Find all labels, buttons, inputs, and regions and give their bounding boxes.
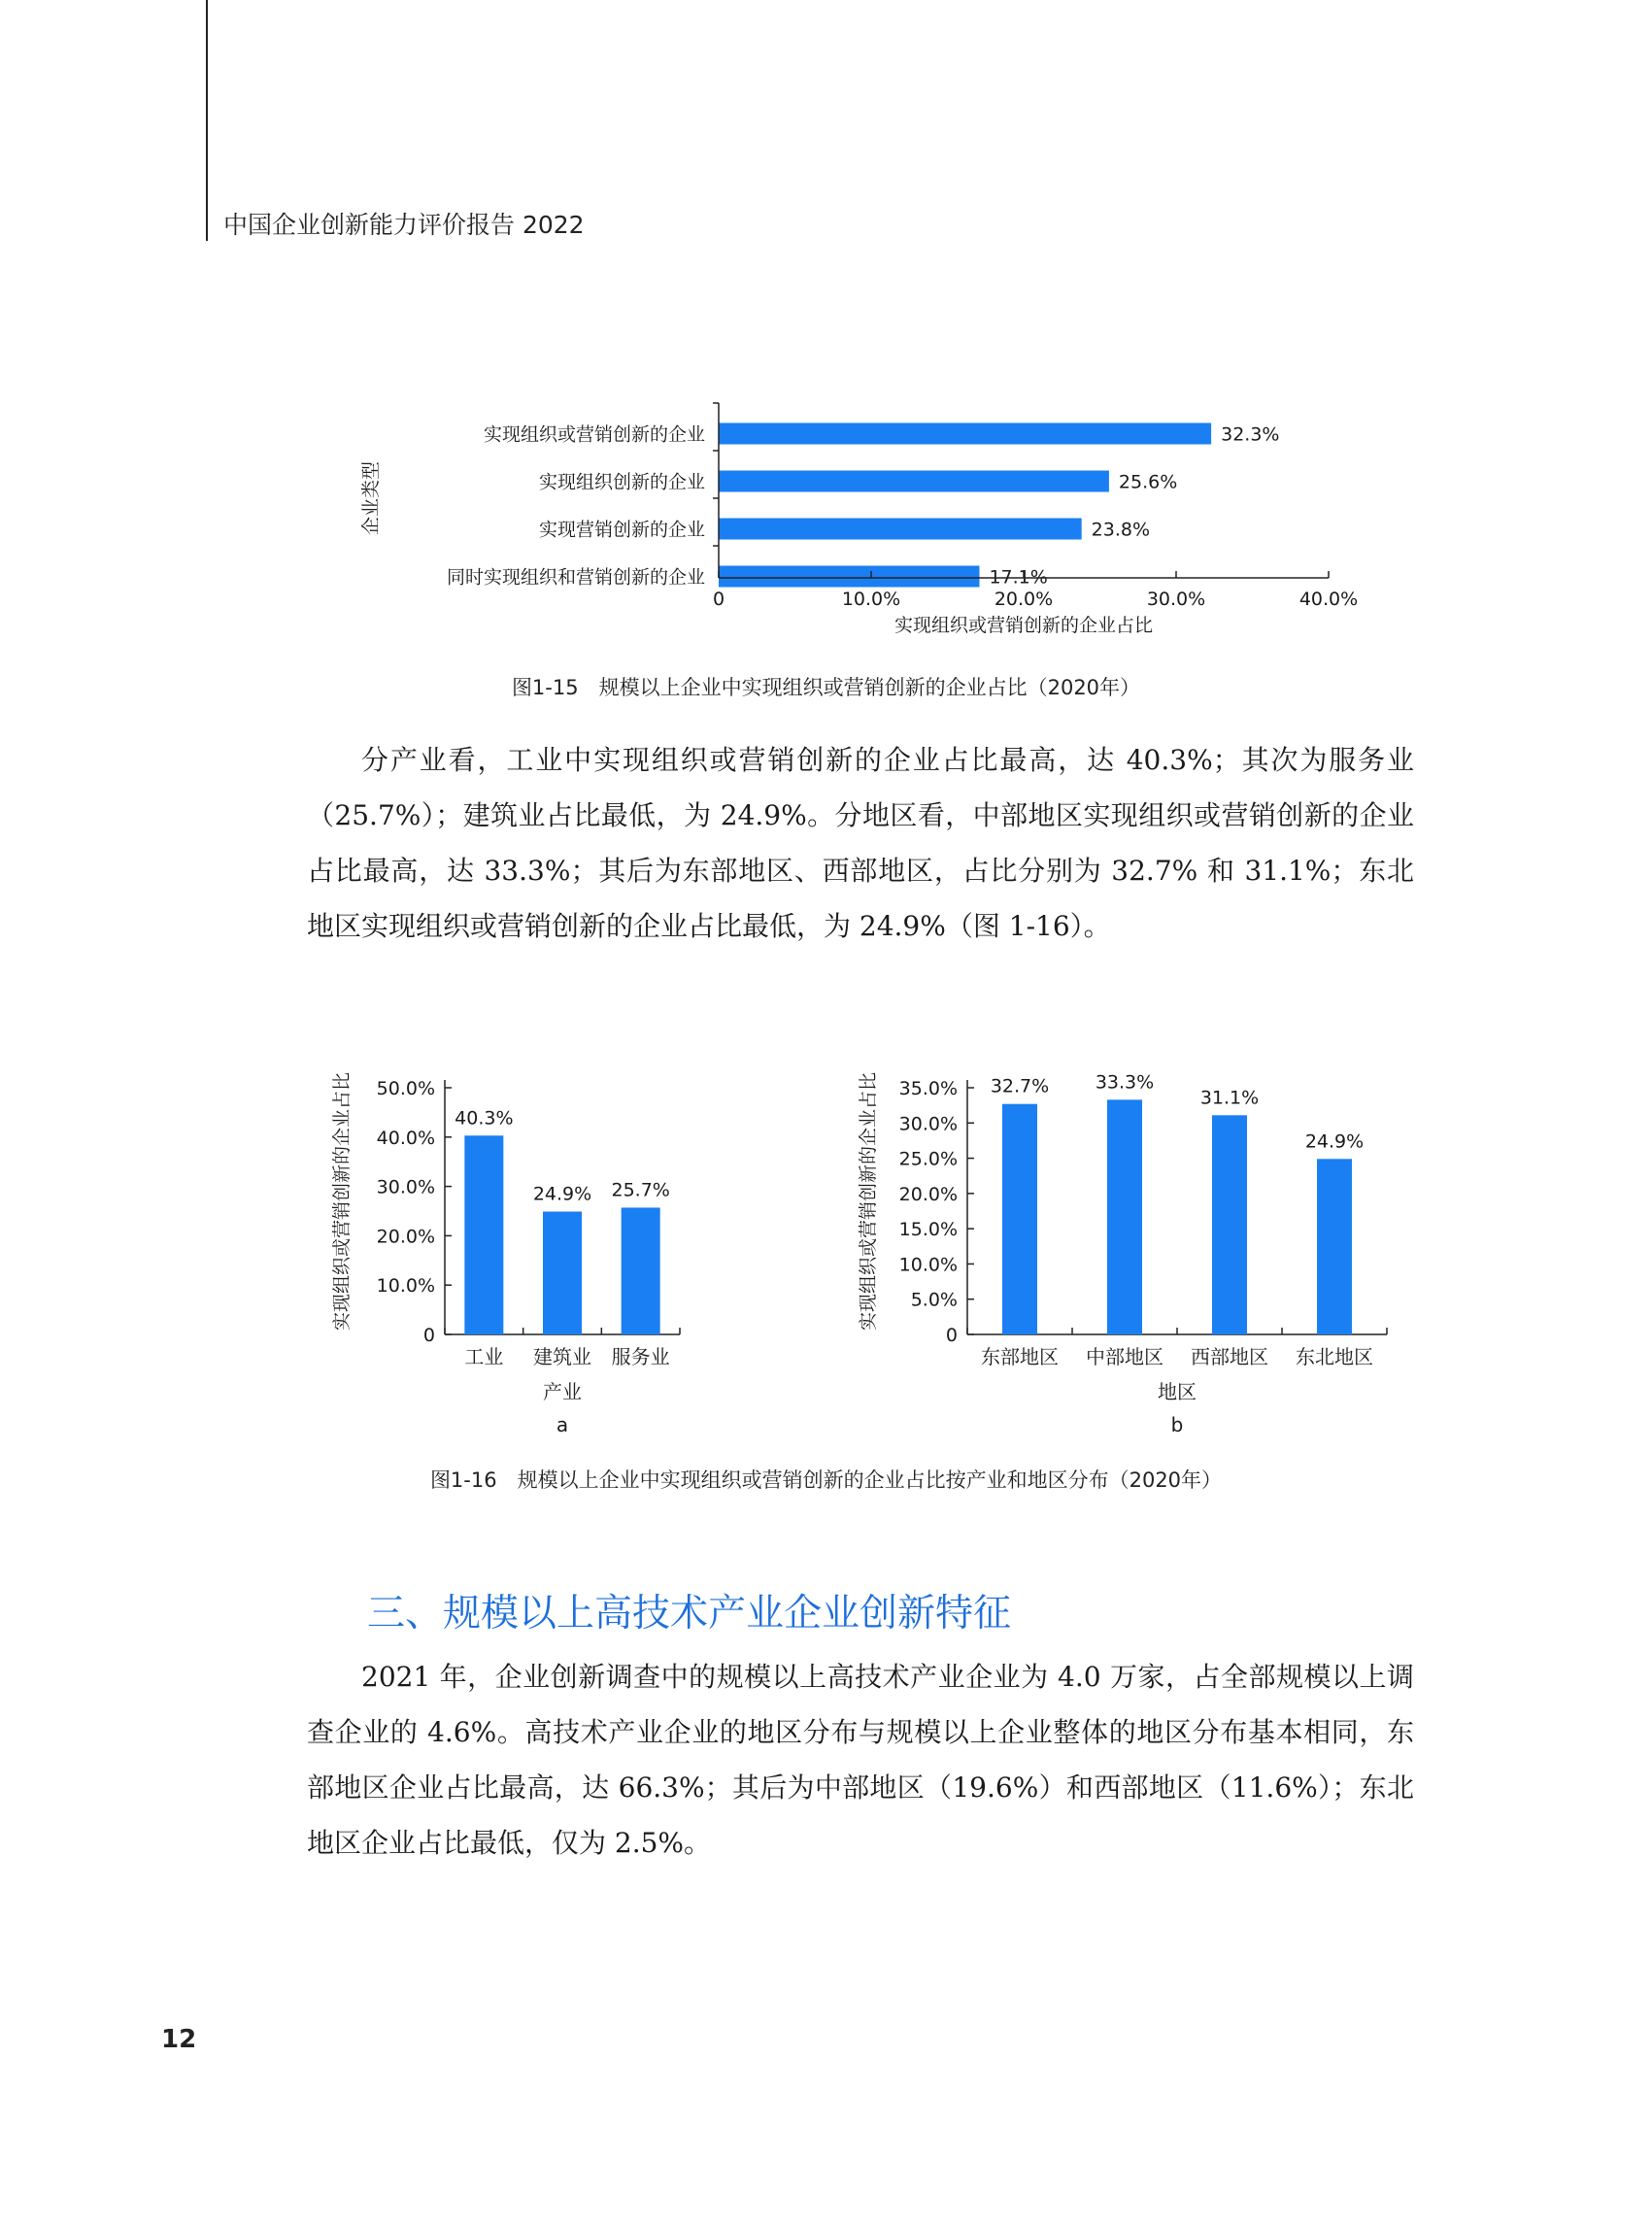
panel-b-category-label-3: 东北地区 bbox=[1296, 1345, 1373, 1368]
category-label-2: 实现营销创新的企业 bbox=[538, 519, 705, 541]
panel-a-x-axis-label: 产业 bbox=[543, 1380, 582, 1403]
panel-a-category-label-1: 建筑业 bbox=[533, 1345, 591, 1368]
panel-b-panel-label: b bbox=[1170, 1413, 1184, 1436]
panel-a-y-tick-label-4: 40.0% bbox=[376, 1127, 435, 1149]
panel-a-bar-0 bbox=[464, 1135, 503, 1334]
panel-a-y-tick-label-0: 0 bbox=[422, 1325, 435, 1346]
panel-a-value-label-0: 40.3% bbox=[455, 1107, 514, 1130]
panel-b-y-tick-label-5: 25.0% bbox=[898, 1148, 958, 1170]
panel-a-y-tick-label-5: 50.0% bbox=[376, 1078, 435, 1099]
panel-b-x-axis-label: 地区 bbox=[1158, 1380, 1197, 1403]
panel-a-y-tick-label-1: 10.0% bbox=[376, 1275, 435, 1298]
x-tick-label-0: 0 bbox=[712, 589, 725, 610]
value-label-2: 23.8% bbox=[1091, 519, 1151, 541]
panel-a-panel-label: a bbox=[556, 1413, 569, 1436]
panel-b-bar-3 bbox=[1317, 1159, 1352, 1334]
panel-a-value-label-2: 25.7% bbox=[611, 1179, 670, 1201]
bar-2 bbox=[719, 519, 1082, 540]
page-number: 12 bbox=[161, 2025, 197, 2054]
panel-b-y-tick-label-1: 5.0% bbox=[910, 1289, 958, 1311]
category-label-3: 同时实现组织和营销创新的企业 bbox=[446, 566, 705, 589]
bar-1 bbox=[719, 471, 1109, 492]
panel-b-value-label-0: 32.7% bbox=[990, 1075, 1050, 1097]
value-label-0: 32.3% bbox=[1221, 423, 1280, 446]
panel-b-y-tick-label-6: 30.0% bbox=[898, 1113, 958, 1135]
panel-a-y-tick-label-3: 30.0% bbox=[376, 1176, 435, 1198]
category-label-1: 实现组织创新的企业 bbox=[538, 471, 705, 493]
panel-b-y-tick-label-4: 20.0% bbox=[898, 1183, 958, 1205]
section-title: 三、规模以上高技术产业企业创新特征 bbox=[367, 1592, 1012, 1636]
panel-a-y-tick-label-2: 20.0% bbox=[376, 1226, 435, 1248]
value-label-3: 17.1% bbox=[989, 566, 1048, 589]
bar-0 bbox=[719, 423, 1211, 445]
panel-b-value-label-2: 31.1% bbox=[1199, 1087, 1260, 1109]
paragraph-2: 2021 年，企业创新调查中的规模以上高技术产业企业为 4.0 万家，占全部规模以上调查企业的 4.6%。高技术产业企业的地区分布与规模以上企业整体的地区分布基本相同，东部地区企业占比最高，达 66.3%；其后为中部地区（19.6%）和西部地区（11.6%）；东北地区企业占比最低，仅为 2.5%。 bbox=[307, 1661, 1414, 1859]
panel-b-category-label-2: 西部地区 bbox=[1191, 1345, 1268, 1368]
category-label-0: 实现组织或营销创新的企业 bbox=[483, 423, 705, 446]
panel-a-category-label-0: 工业 bbox=[464, 1345, 504, 1368]
panel-a-bar-2 bbox=[622, 1207, 660, 1334]
panel-b-y-tick-label-3: 15.0% bbox=[898, 1219, 958, 1241]
header-rule bbox=[206, 0, 208, 241]
panel-a-category-label-2: 服务业 bbox=[611, 1345, 670, 1368]
panel-a-y-axis-label: 实现组织或营销创新的企业占比 bbox=[331, 1071, 353, 1332]
x-tick-label-4: 40.0% bbox=[1298, 589, 1359, 610]
panel-b-y-tick-label-0: 0 bbox=[945, 1325, 958, 1346]
panel-b-category-label-1: 中部地区 bbox=[1086, 1345, 1163, 1368]
panel-a-value-label-1: 24.9% bbox=[532, 1183, 592, 1205]
value-label-1: 25.6% bbox=[1118, 471, 1178, 493]
panel-b-bar-2 bbox=[1212, 1115, 1247, 1334]
panel-b-value-label-1: 33.3% bbox=[1095, 1071, 1155, 1094]
x-tick-label-3: 30.0% bbox=[1146, 589, 1206, 610]
y-axis-label: 企业类型 bbox=[360, 460, 382, 536]
figure-1-15-caption: 图1-15 规模以上企业中实现组织或营销创新的企业占比（2020年） bbox=[511, 676, 1141, 699]
paragraph-1: 分产业看，工业中实现组织或营销创新的企业占比最高，达 40.3%；其次为服务业（25.7%）；建筑业占比最低，为 24.9%。分地区看，中部地区实现组织或营销创新的企业占比最高，达 33.3%；其后为东部地区、西部地区，占比分别为 32.7% 和 31.1%；东北地区实现组织或营销创新的企业占比最低，为 24.9%（图 1-16）。 bbox=[307, 744, 1414, 942]
x-tick-label-1: 10.0% bbox=[841, 589, 901, 610]
panel-b-y-tick-label-7: 35.0% bbox=[898, 1078, 958, 1099]
x-tick-label-2: 20.0% bbox=[994, 589, 1054, 610]
bar-3 bbox=[719, 566, 979, 588]
panel-b-y-axis-label: 实现组织或营销创新的企业占比 bbox=[858, 1071, 879, 1332]
running-title: 中国企业创新能力评价报告 2022 bbox=[223, 211, 585, 239]
panel-b-category-label-0: 东部地区 bbox=[981, 1345, 1059, 1368]
panel-a-bar-1 bbox=[543, 1212, 582, 1334]
panel-b-bar-0 bbox=[1002, 1104, 1037, 1334]
figure-1-16-chart bbox=[0, 1039, 1652, 1436]
panel-b-bar-1 bbox=[1107, 1099, 1142, 1334]
figure-1-16-caption: 图1-16 规模以上企业中实现组织或营销创新的企业占比按产业和地区分布（2020年） bbox=[429, 1468, 1223, 1492]
x-axis-label: 实现组织或营销创新的企业占比 bbox=[893, 615, 1154, 636]
figure-1-15-chart bbox=[0, 388, 1652, 651]
panel-b-y-tick-label-2: 10.0% bbox=[898, 1254, 958, 1276]
panel-b-value-label-3: 24.9% bbox=[1304, 1130, 1365, 1153]
